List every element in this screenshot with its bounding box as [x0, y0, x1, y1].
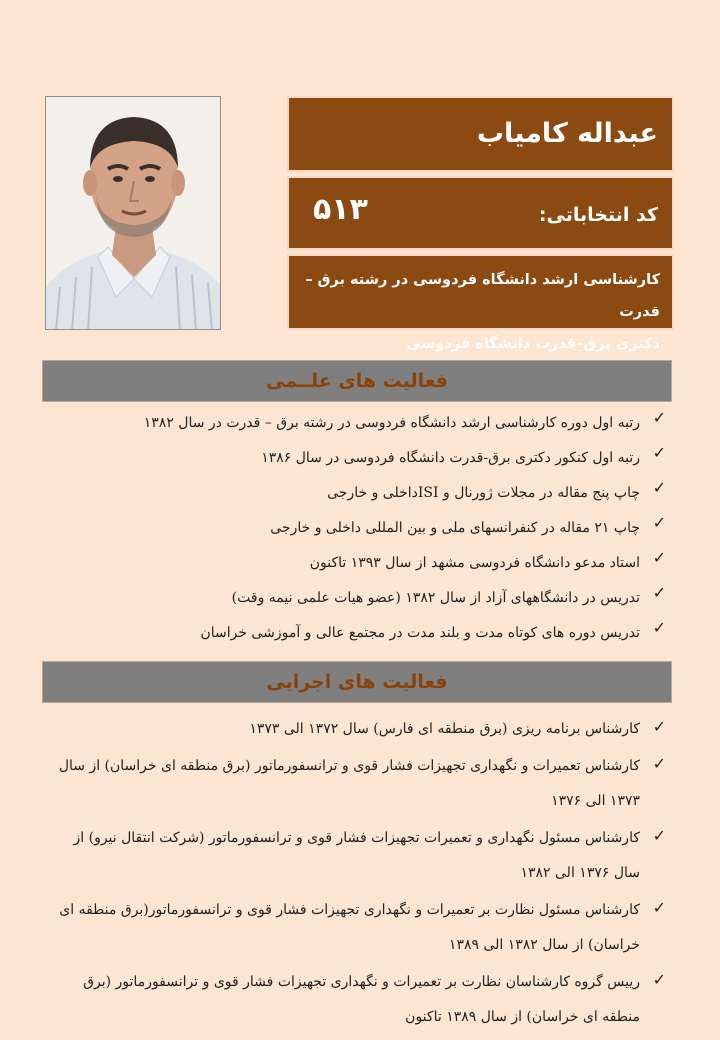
check-icon: ✓: [652, 513, 666, 532]
list-item: ✓ کارشناس مسئول نظارت بر تعمیرات و نگهداری تجهیزات فشار قوی و ترانسفورماتور(برق منطقه ای خراسان) از سال ۱۳۸۲ الی ۱۳۸۹: [54, 893, 666, 963]
check-icon: ✓: [652, 618, 666, 637]
scientific-list: [54, 408, 666, 651]
name-box: [287, 96, 674, 172]
check-icon: ✓: [652, 443, 666, 462]
list-item: ✓ کارشناس برنامه ریزی (برق منطقه ای فارس) سال ۱۳۷۲ الی ۱۳۷۳: [54, 712, 666, 747]
education-box: [287, 254, 674, 352]
scientific-heading: فعالیت های علــمی: [42, 360, 672, 402]
check-icon: ✓: [652, 970, 666, 989]
candidate-name: عبداله کامیاب: [476, 118, 658, 149]
list-item: ✓ رییس گروه کارشناسان نظارت بر تعمیرات و نگهداری تجهیزات فشار قوی و ترانسفورماتور (برق منطقه ای خراسان) از سال ۱۳۸۹ تاکنون: [54, 965, 666, 1035]
check-icon: ✓: [652, 717, 666, 736]
person-portrait-image: [46, 97, 221, 330]
check-icon: ✓: [652, 478, 666, 497]
check-icon: ✓: [652, 826, 666, 845]
list-item: ✓ رتبه اول کنکور دکتری برق-قدرت دانشگاه فردوسی در سال ۱۳۸۶: [261, 443, 666, 466]
education-line-2: دکتری برق–قدرت دانشگاه فردوسی: [406, 336, 660, 352]
check-icon: ✓: [652, 583, 666, 602]
education-line-1: کارشناسی ارشد دانشگاه فردوسی در رشته برق – قدرت: [305, 272, 660, 320]
list-item: ✓ استاد مدعو دانشگاه فردوسی مشهد از سال ۱۳۹۳ تاکنون: [309, 548, 666, 571]
list-item: ✓ تدریس در دانشگاههای آزاد از سال ۱۳۸۲ (عضو هیات علمی نیمه وقت): [231, 583, 666, 606]
list-item: ✓ چاپ پنج مقاله در مجلات ژورنال و ISIداخلی و خارجی: [327, 478, 666, 501]
check-icon: ✓: [652, 898, 666, 917]
list-item: ✓ چاپ ۲۱ مقاله در کنفرانسهای ملی و بین المللی داخلی و خارجی: [270, 513, 666, 536]
executive-list: [54, 712, 666, 1037]
election-code-value: ۵۱۳: [313, 192, 368, 227]
election-code-label: کد انتخاباتی:: [538, 204, 658, 226]
list-item: ✓ کارشناس مسئول نگهداری و تعمیرات تجهیزات فشار قوی و ترانسفورماتور (شرکت انتقال نیرو) از سال ۱۳۷۶ الی ۱۳۸۲: [54, 821, 666, 891]
executive-heading: فعالیت های اجرایی: [42, 661, 672, 703]
list-item: ✓ کارشناس تعمیرات و نگهداری تجهیزات فشار قوی و ترانسفورماتور (برق منطقه ای خراسان) از سال ۱۳۷۳ الی ۱۳۷۶: [54, 749, 666, 819]
check-icon: ✓: [652, 754, 666, 773]
check-icon: ✓: [652, 548, 666, 567]
list-item: ✓ تدریس دوره های کوتاه مدت و بلند مدت در مجتمع عالی و آموزشی خراسان: [200, 618, 666, 641]
profile-photo: [45, 96, 221, 330]
election-code-box: [287, 176, 674, 250]
check-icon: ✓: [652, 408, 666, 427]
list-item: ✓ رتبه اول دوره کارشناسی ارشد دانشگاه فردوسی در رشته برق – قدرت در سال ۱۳۸۲: [143, 408, 666, 431]
